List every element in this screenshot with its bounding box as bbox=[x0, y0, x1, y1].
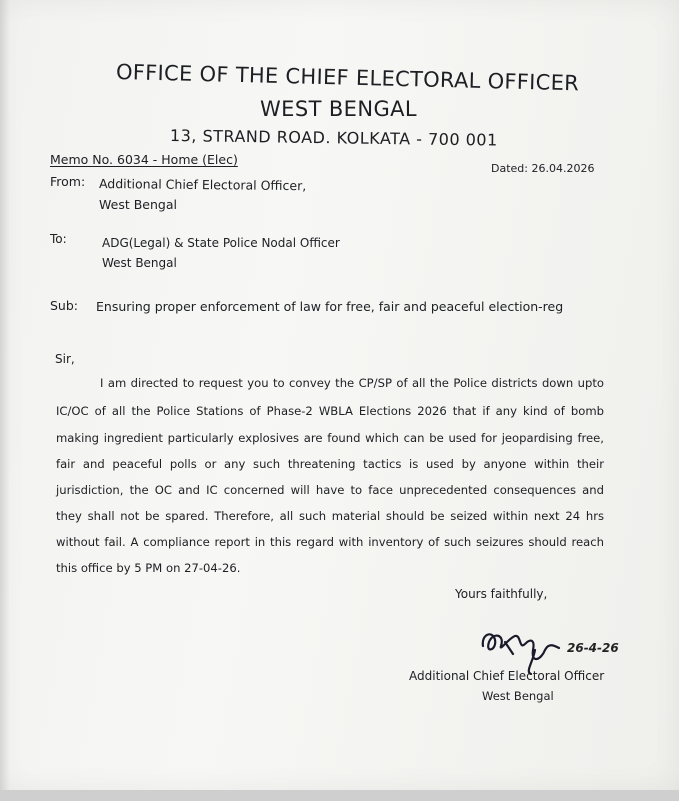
salutation: Sir, bbox=[55, 352, 75, 366]
subject-label: Sub: bbox=[50, 298, 79, 313]
body-line: I am directed to request you to convey the CP/SP of all the Police districts down upto bbox=[100, 376, 604, 390]
body-line: without fail. A compliance report in this regard with inventory of such seizures should reach bbox=[56, 535, 604, 549]
to-recipient-title: ADG(Legal) & State Police Nodal Officer bbox=[102, 236, 340, 250]
body-line: making ingredient particularly explosives are found which can be used for jeopardising free, bbox=[56, 431, 604, 445]
signatory-designation: Additional Chief Electoral Officer bbox=[409, 669, 605, 683]
memo-date: Dated: 26.04.2026 bbox=[491, 162, 595, 175]
state-heading: WEST BENGAL bbox=[260, 97, 417, 121]
signatory-place: West Bengal bbox=[482, 689, 554, 703]
body-line: this office by 5 PM on 27-04-26. bbox=[56, 561, 241, 575]
body-line: fair and peaceful polls or any such threatening tactics is used by anyone within their bbox=[56, 457, 604, 471]
to-label: To: bbox=[50, 232, 67, 246]
to-recipient-state: West Bengal bbox=[102, 256, 177, 270]
body-line: they shall not be spared. Therefore, all such material should be seized within next 24 hrs bbox=[56, 509, 604, 523]
office-heading: OFFICE OF THE CHIEF ELECTORAL OFFICER bbox=[115, 60, 580, 96]
body-line: IC/OC of all the Police Stations of Phase-2 WBLA Elections 2026 that if any kind of bomb bbox=[56, 404, 604, 418]
from-sender-title: Additional Chief Electoral Officer, bbox=[98, 176, 307, 194]
from-sender-state: West Bengal bbox=[99, 197, 177, 212]
closing-line: Yours faithfully, bbox=[455, 587, 548, 601]
signature-date: 26-4-26 bbox=[567, 641, 619, 655]
page-edge-shadow bbox=[0, 0, 10, 790]
memo-number: Memo No. 6034 - Home (Elec) bbox=[50, 152, 238, 167]
background-strip bbox=[0, 790, 679, 801]
subject-text: Ensuring proper enforcement of law for free, fair and peaceful election-reg bbox=[96, 299, 564, 314]
from-label: From: bbox=[50, 174, 86, 189]
office-address: 13, STRAND ROAD. KOLKATA - 700 001 bbox=[169, 126, 498, 150]
body-line: jurisdiction, the OC and IC concerned will have to face unprecedented consequences and bbox=[56, 483, 604, 497]
